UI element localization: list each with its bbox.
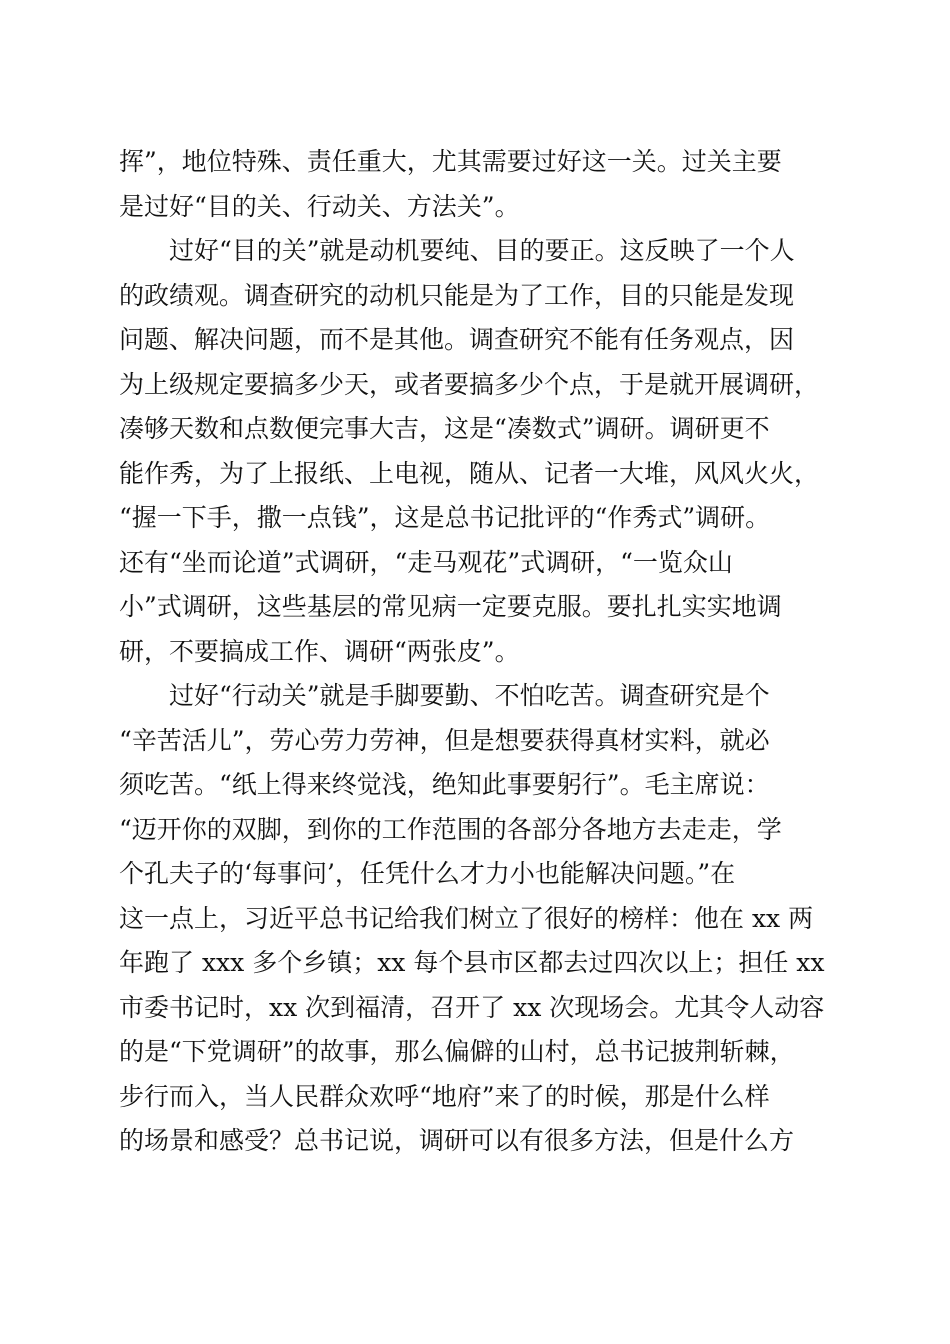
document-body (119, 140, 839, 1164)
text-line: 个孔夫子的‘每事问’，任凭什么才力小也能解决问题。”在 (119, 859, 736, 888)
text-line: 能作秀，为了上报纸、上电视，随从、记者一大堆，风风火火， (119, 458, 820, 488)
text-line: 小”式调研，这些基层的常见病一定要克服。要扎扎实实地调 (119, 592, 782, 621)
text-line: 是过好“目的关、行动关、方法关”。 (119, 191, 520, 221)
text-line: 的政绩观。调查研究的动机只能是为了工作，目的只能是发现 (119, 280, 795, 310)
text-line: 步行而入，当人民群众欢呼“地府”来了的时候，那是什么样 (119, 1081, 770, 1111)
text-line: 这一点上，习近平总书记给我们树立了很好的榜样：他在 xx 两 (119, 903, 814, 933)
text-line: 须吃苦。“纸上得来终觉浅，绝知此事要躬行”。毛主席说： (119, 770, 770, 799)
text-line: 研，不要搞成工作、调研“两张皮”。 (119, 636, 520, 666)
text-line: 市委书记时，xx 次到福清，召开了 xx 次现场会。尤其令人动容 (119, 992, 825, 1022)
text-line: “迈开你的双脚，到你的工作范围的各部分各地方去走走，学 (119, 814, 782, 844)
text-line: 挥”，地位特殊、责任重大，尤其需要过好这一关。过关主要 (119, 147, 782, 176)
text-line: 凑够天数和点数便完事大吉，这是“凑数式”调研。调研更不 (119, 414, 770, 443)
text-line: 过好“行动关”就是手脚要勤、不怕吃苦。调查研究是个 (119, 681, 770, 710)
text-line: “握一下手，撒一点钱”，这是总书记批评的“作秀式”调研。 (119, 503, 771, 532)
text-line: 的是“下党调研”的故事，那么偏僻的山村，总书记披荆斩棘， (119, 1037, 795, 1066)
text-line: 的场景和感受？总书记说，调研可以有很多方法，但是什么方 (119, 1126, 795, 1155)
text-line: 还有“坐而论道”式调研，“走马观花”式调研，“一览众山 (119, 547, 733, 577)
text-line: 为上级规定要搞多少天，或者要搞多少个点，于是就开展调研， (119, 369, 820, 399)
text-line: 过好“目的关”就是动机要纯、目的要正。这反映了一个人 (119, 236, 795, 265)
text-line: 年跑了 xxx 多个乡镇；xx 每个县市区都去过四次以上；担任 xx (119, 948, 825, 977)
text-line: “辛苦活儿”，劳心劳力劳神，但是想要获得真材实料，就必 (119, 725, 770, 755)
text-line: 问题、解决问题，而不是其他。调查研究不能有任务观点，因 (119, 325, 795, 354)
